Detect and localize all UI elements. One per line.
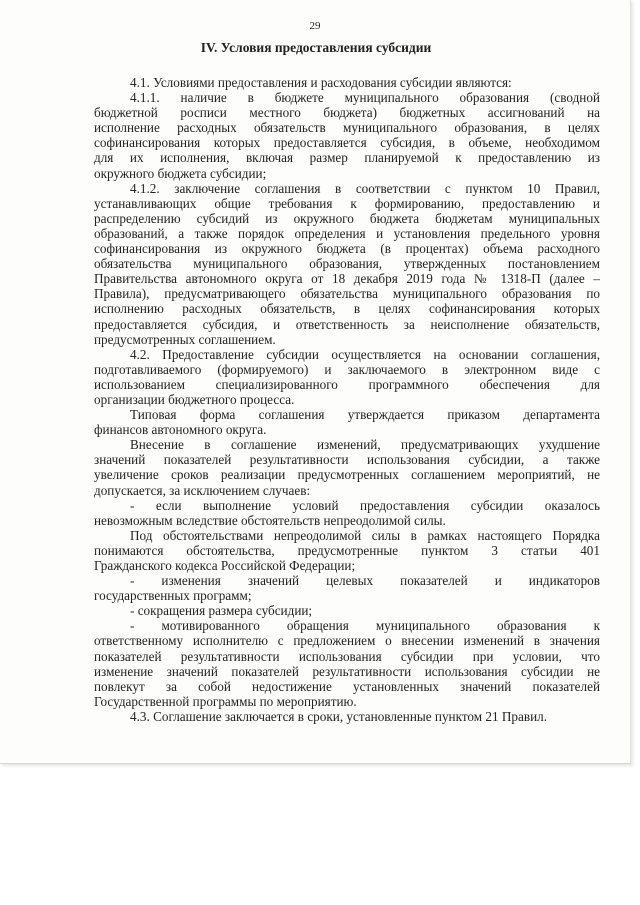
text-line: Государственной программы по мероприятию. (94, 693, 357, 709)
text-line: - если выполнение условий предоставления субсидии оказалось (130, 497, 600, 513)
text-line: увеличение сроков реализации предусмотренных соглашением мероприятий, не (94, 467, 600, 483)
page-number: 29 (309, 20, 321, 32)
text-line: софинансирования которых предоставляется субсидия, в объеме, необходимом (94, 135, 600, 151)
paragraph (94, 498, 600, 528)
text-line: образований, а также порядок определения и установления предельного уровня (94, 225, 600, 241)
text-line: показателей результативности использования субсидии при условии, что (94, 648, 600, 664)
paragraph (94, 90, 600, 181)
section-title: IV. Условия предоставления субсидии (200, 40, 432, 55)
text-line: Внесение в соглашение изменений, предусматривающих ухудшение (130, 437, 600, 453)
text-line: 4.3. Соглашение заключается в сроки, установленные пунктом 21 Правил. (130, 708, 548, 724)
text-line: Под обстоятельствами непреодолимой силы в рамках настоящего Порядка (130, 527, 600, 543)
text-line: окружного бюджета субсидии; (94, 165, 267, 181)
paragraph (94, 528, 600, 573)
text-line: значений показателей результативности использования субсидии, а также (94, 452, 600, 468)
text-line: распределению субсидий из окружного бюджета бюджетам муниципальных (94, 210, 600, 226)
text-line: для их исполнения, включая размер планируемой к предоставлению из (94, 150, 600, 166)
text-line: 4.2. Предоставление субсидии осуществляется на основании соглашения, (130, 346, 600, 362)
paragraph (94, 407, 600, 437)
text-line: изменение значений показателей результативности использования субсидии не (94, 663, 600, 679)
text-line: невозможным вследствие обстоятельств непреодолимой силы. (94, 512, 446, 528)
text-line: допускается, за исключением случаев: (94, 482, 311, 498)
paragraph (94, 437, 600, 497)
text-line: организации бюджетного процесса. (94, 391, 295, 407)
paragraph (94, 618, 600, 709)
paragraph (94, 75, 600, 90)
paragraph (94, 573, 600, 603)
document-body (94, 75, 600, 724)
text-line: финансов автономного округа. (94, 422, 267, 438)
text-line: Правила), предусматривающего обязательства муниципального образования по (94, 286, 600, 302)
text-line: использованием специализированного программного обеспечения для (94, 376, 600, 392)
text-line: - мотивированного обращения муниципального образования к (130, 618, 600, 634)
text-line: софинансирования из окружного бюджета (в процентах) объема расходного (94, 241, 600, 257)
text-line: Гражданского кодекса Российской Федерации; (94, 558, 356, 573)
text-line: исполнению расходных обязательств, в целях софинансирования которых (94, 301, 600, 317)
text-line: - изменения значений целевых показателей и индикаторов (130, 573, 600, 589)
text-line: обязательства муниципального образования, утвержденных постановлением (94, 256, 600, 272)
paragraph (94, 709, 600, 724)
text-line: 4.1.1. наличие в бюджете муниципального образования (сводной (130, 90, 600, 106)
text-line: государственных программ; (94, 588, 252, 604)
paragraph (94, 603, 600, 618)
text-line: устанавливающих общие требования к формированию, предоставлению и (94, 195, 600, 211)
text-line: предусмотренных соглашением. (94, 331, 276, 347)
text-line: понимаются обстоятельства, предусмотренные пунктом 3 статьи 401 (94, 542, 600, 558)
text-line: - сокращения размера субсидии; (130, 603, 313, 619)
paragraph (94, 347, 600, 407)
paragraph (94, 181, 600, 347)
text-line: 4.1. Условиями предоставления и расходования субсидии являются: (130, 75, 512, 90)
text-line: повлекут за собой недостижение установленных значений показателей (94, 678, 600, 694)
text-line: исполнение расходных обязательств муниципального образования, в целях (94, 120, 600, 136)
text-line: бюджетной росписи местного бюджета) бюджетных ассигнований на (94, 105, 600, 121)
text-line: ответственному исполнителю с предложением о внесении изменений в значения (94, 633, 600, 649)
text-line: предоставляется субсидия, и ответственность за неисполнение обязательств, (94, 316, 600, 332)
text-line: Правительства автономного округа от 18 декабря 2019 года № 1318-П (далее – (94, 271, 600, 287)
text-line: Типовая форма соглашения утверждается приказом департамента (130, 407, 600, 423)
text-line: 4.1.2. заключение соглашения в соответствии с пунктом 10 Правил, (130, 180, 600, 196)
text-line: подготавливаемого (формируемого) и заключаемого в электронном виде с (94, 361, 600, 377)
